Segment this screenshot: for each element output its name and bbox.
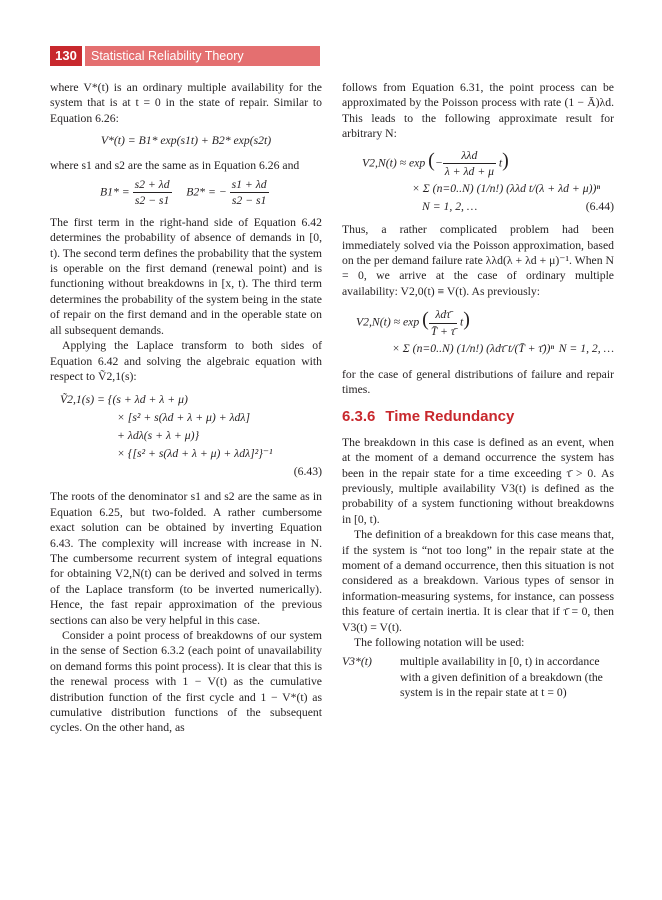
fraction: $\frac{s2 + \lambda d}{s2 - s1}$: [134, 178, 170, 208]
paragraph: The definition of a breakdown for this case means that, if the system is “not too long” in the repair state at the moment of a demand occurrence, then this situation is not considered as a breakdown. Various types of sensor in information-measuring systems, for instance, can possess this feature of certain inertia. It is clear that if τ̄ = 0, then V3(t) = V(t).: [342, 528, 614, 634]
equation-number: (6.44): [585, 199, 614, 213]
eq-sum: × Σ (n=0..N) (1/n!) (λdτ̄ t/(T̄ + τ̄))ⁿ N = 1, 2, …: [392, 342, 614, 356]
section-heading: [342, 409, 614, 424]
equation-poisson: V2,N(t) ≈ exp (− $\frac{\text{λλd}}{\lambda + \lambda d + \mu}$ t): [362, 148, 509, 179]
eq-lhs: V2,N(t) ≈ exp: [362, 156, 426, 170]
paragraph: where V*(t) is an ordinary multiple availability for the system that is at t = 0 in the state of repair. Similar to Equation 6.26:: [50, 81, 322, 125]
equation: V*(t) = B1* exp(s1t) + B2* exp(s2t): [100, 134, 272, 148]
eq-lhs: B2* = −: [186, 185, 227, 199]
eq-line: Ṽ2,1(s) = {(s + λd + λ + μ): [60, 393, 188, 407]
eq-lhs: B1* =: [100, 185, 130, 199]
running-header: [50, 46, 320, 66]
paragraph: The following notation will be used:: [354, 636, 525, 649]
paragraph: follows from Equation 6.31, the point process can be approximated by the Poisson process with rate (1 − Ā)λd. This leads to the following approximate result for arbitrary N:: [342, 81, 614, 141]
eq-line: × {[s² + s(λd + λ + μ) + λdλ]²}⁻¹: [117, 447, 273, 461]
eq-line: + λdλ(s + λ + μ)}: [117, 429, 200, 443]
notation-entry: [342, 654, 614, 700]
equation-general: V2,N(t) ≈ exp ( $\frac{\text{λdτ̄}}{T̄ + \taū}$ t): [356, 308, 470, 338]
notation-description: multiple availability in [0, t) in accordance with a given definition of a breakdown (the system is in the repair state at t = 0): [400, 655, 603, 700]
paragraph: Consider a point process of breakdowns of our system in the sense of Section 6.3.2 (each point of unavailability on demand forms this point process). It is clear that this is the renewal process with 1 − V(t) as the cumulative distribution function of the first cycle and 1 − V*(t) as cumulative distribution functions of the subsequent cycles. On the other hand, as: [50, 628, 322, 735]
fraction: $\frac{s1 + \lambda d}{s2 - s1}$: [231, 178, 267, 208]
left-column: [50, 80, 322, 736]
equation-laplace: [60, 391, 322, 481]
page-number: 130: [50, 46, 82, 66]
fraction: $\frac{\text{λλd}}{\lambda + \lambda d + \mu}$: [444, 148, 494, 179]
paragraph: Thus, a rather complicated problem had been immediately solved via the Poisson approximation, based on the per demand failure rate λλd(λ + λd + μ)⁻¹. When N = 0, we arrive at the case of ordinary multiple availability: V2,0(t) ≡ V(t). As previously:: [342, 223, 614, 298]
eq-line: × [s² + s(λd + λ + μ) + λdλ]: [117, 411, 251, 425]
paragraph: The first term in the right-hand side of Equation 6.42 determines the probability of absence of demands in [0, t). The second term defines the probability that the system is operable on the first demand (renewal point) and is functioning without breakdowns in [x, t). The third term determines the probability of the system being in the state of repair on the first demand and in the operable state on all subsequent demands.: [50, 215, 322, 337]
equation-b-coefficients: [100, 177, 322, 209]
eq-range: N = 1, 2, … (6.44): [422, 199, 614, 213]
section-title: Time Redundancy: [385, 408, 515, 426]
paragraph: Applying the Laplace transform to both sides of Equation 6.42 and solving the algebraic equation with respect to Ṽ2,1(s):: [50, 339, 322, 383]
fraction: $\frac{\text{λdτ̄}}{T̄ + \taū}$: [430, 308, 456, 338]
paragraph: for the case of general distributions of failure and repair times.: [342, 367, 614, 396]
section-number: 6.3.6: [342, 408, 376, 426]
paragraph: The roots of the denominator s1 and s2 are the same as in Equation 6.25, but two-folded. A rather cumbersome exact solution can be obtained by inverting Equation 6.43. The complexity will increase with increase in N. The cumbersome recurrent system of integral equations for obtaining V2,N(t) can be derived and solved in terms of the Laplace transform (to be inverted numerically). Hence, the fast repair approximation of the previous sections can also be very helpful in this case.: [50, 490, 322, 627]
equation-number: (6.43): [293, 465, 322, 479]
eq-lhs: V2,N(t) ≈ exp: [356, 315, 420, 329]
notation-symbol: V3*(t): [342, 655, 372, 669]
paragraph: where s1 and s2 are the same as in Equation 6.26 and: [50, 158, 300, 172]
eq-sum: × Σ (n=0..N) (1/n!) (λλd t/(λ + λd + μ))ⁿ: [412, 182, 601, 196]
running-title: Statistical Reliability Theory: [85, 46, 320, 66]
right-column: [342, 80, 614, 701]
paragraph: The breakdown in this case is defined as an event, when at the moment of a demand occurrence the system has been in the repair state for a time exceeding τ̄ > 0. As previously, multiple availability V3(t) is defined as the probability of a system functioning without breakdowns in [0, t).: [342, 435, 614, 526]
